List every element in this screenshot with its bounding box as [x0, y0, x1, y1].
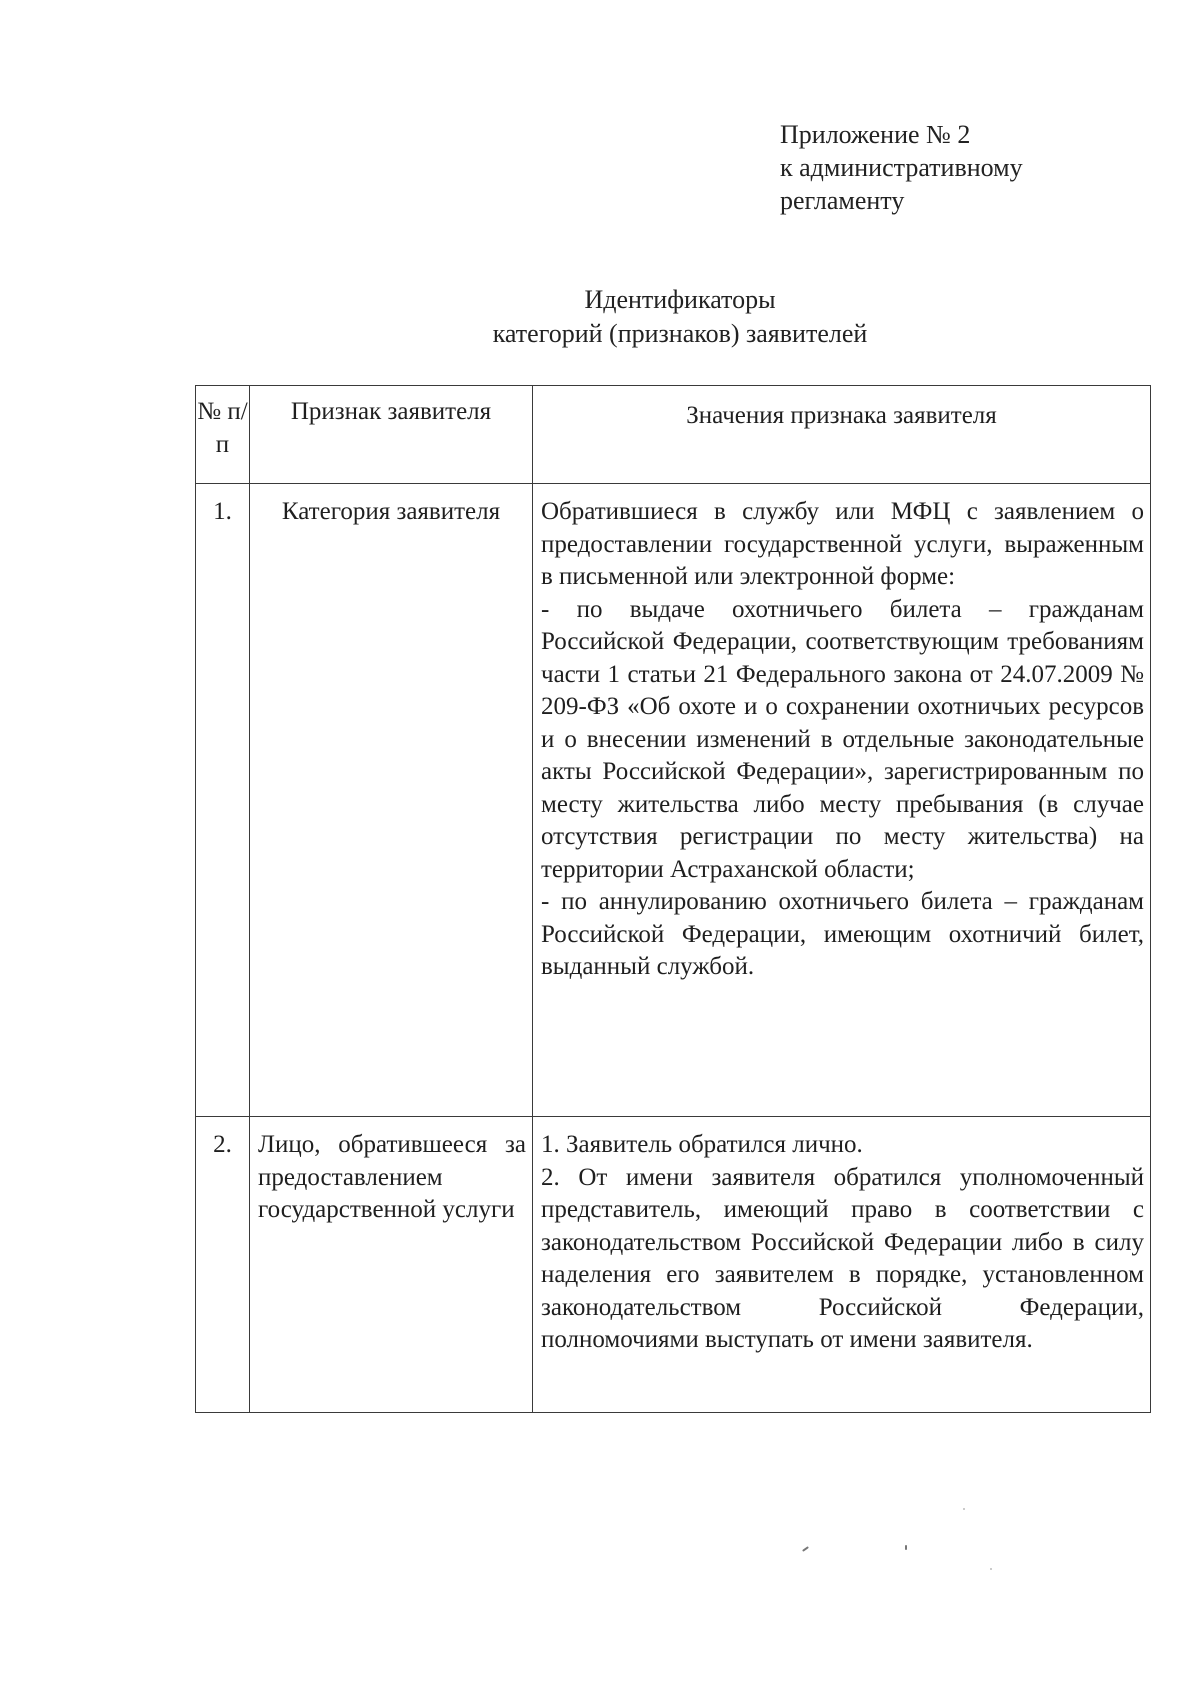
- header-values: Значения признака заявителя: [533, 386, 1151, 484]
- appendix-line-3: регламенту: [780, 186, 905, 215]
- value-paragraph: 1. Заявитель обратился лично.: [541, 1131, 863, 1158]
- appendix-note: [780, 118, 1023, 217]
- row-sign: Лицо, обратившееся за предоставлением государственной услуги: [250, 1117, 533, 1413]
- table-header-row: [196, 386, 1151, 484]
- criteria-table: [195, 385, 1151, 1413]
- value-paragraph: - по выдаче охотничьего билета – гражданам Российской Федерации, соответствующим требованиям части 1 статьи 21 Федерального закона от 24.07.2009 № 209-ФЗ «Об охоте и о сохранении охотничьих ресурсов и о внесении изменений в отдельные законодательные акты Российской Федерации», зарегистрированным по месту жительства либо месту пребывания (в случае отсутствия регистрации по месту жительства) на территории Астраханской области;: [541, 595, 1144, 883]
- document-title: [300, 283, 1060, 351]
- scan-speck: [802, 1546, 809, 1552]
- title-line-2: категорий (признаков) заявителей: [492, 319, 868, 348]
- scan-speck: [990, 1568, 992, 1570]
- row-number: 1.: [196, 484, 250, 1117]
- table-row: [196, 1117, 1151, 1413]
- appendix-line-1: Приложение № 2: [780, 120, 971, 149]
- row-values: [533, 1117, 1151, 1413]
- value-paragraph: 2. От имени заявителя обратился уполномоченный представитель, имеющий право в соответствии с законодательством Российской Федерации либо в силу наделения его заявителем в порядке, установленном законодательством Российской Федерации, полномочиями выступать от имени заявителя.: [541, 1163, 1144, 1353]
- appendix-line-2: к административному: [780, 153, 1023, 182]
- header-sign: Признак заявителя: [250, 386, 533, 484]
- scan-speck: [905, 1545, 907, 1550]
- row-number: 2.: [196, 1117, 250, 1413]
- scan-speck: [963, 1508, 965, 1510]
- value-paragraph: - по аннулированию охотничьего билета – гражданам Российской Федерации, имеющим охотничий билет, выданный службой.: [541, 888, 1144, 980]
- title-line-1: Идентификаторы: [584, 285, 776, 314]
- row-values: [533, 484, 1151, 1117]
- value-paragraph: Обратившиеся в службу или МФЦ с заявлением о предоставлении государственной услуги, выраженным в письменной или электронной форме:: [541, 498, 1144, 590]
- row-sign: Категория заявителя: [250, 484, 533, 1117]
- table-row: [196, 484, 1151, 1117]
- header-number: № п/п: [196, 386, 250, 484]
